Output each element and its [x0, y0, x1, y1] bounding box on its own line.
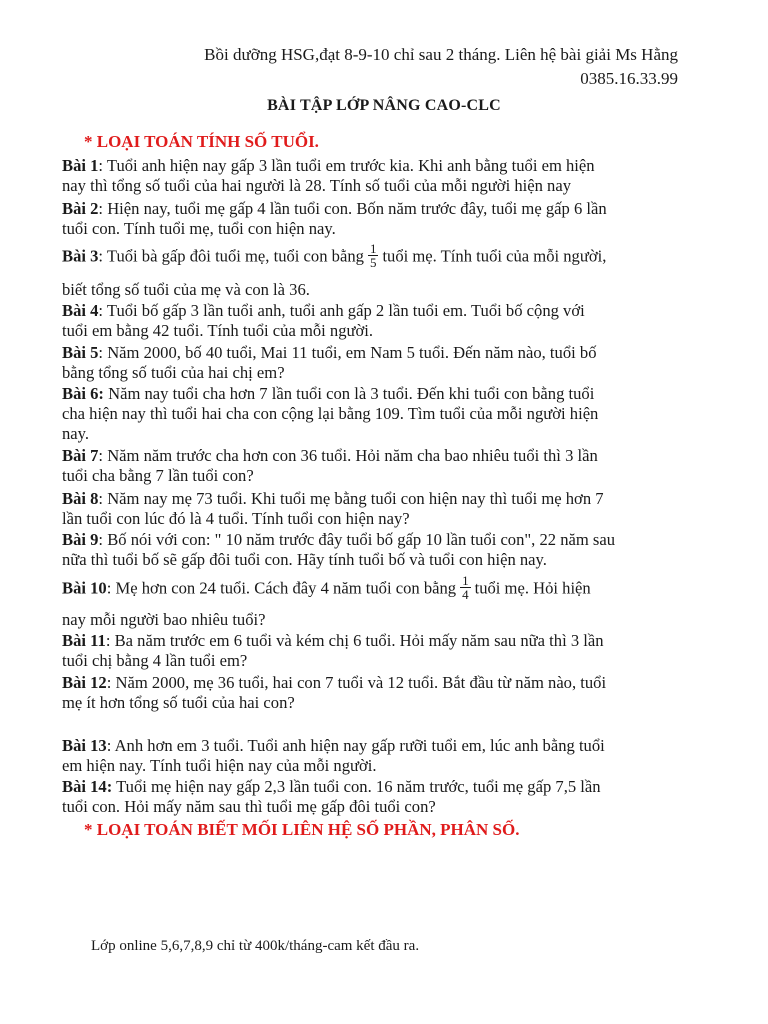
problem-text: Ba năm trước em 6 tuổi và kém chị 6 tuổi. Hỏi mấy năm sau nữa thì 3 lần — [114, 631, 604, 650]
section-heading-fraction: * LOẠI TOÁN BIẾT MỐI LIÊN HỆ SỐ PHẦN, PHÂN SỐ. — [84, 820, 520, 839]
problem-text: Năm nay tuổi cha hơn 7 lần tuổi con là 3 tuổi. Đến khi tuổi con bằng tuổi — [108, 384, 595, 403]
problem-label: Bài 12 — [62, 673, 107, 692]
problem-text: tuổi mẹ. Hỏi hiện — [474, 578, 591, 598]
problem-text: tuổi con. Hỏi mấy năm sau thì tuổi mẹ gấp đôi tuổi con? — [62, 797, 436, 816]
problem-7: Bài 7: Năm năm trước cha hơn con 36 tuổi. Hỏi năm cha bao nhiêu tuổi thì 3 lần tuổi cha bằng 7 lần tuổi con? — [62, 446, 680, 486]
problem-label: Bài 1 — [62, 156, 99, 175]
problem-text: Năm 2000, bố 40 tuổi, Mai 11 tuổi, em Nam 5 tuổi. Đến năm nào, tuổi bố — [107, 343, 597, 362]
problem-text: nữa thì tuổi bố sẽ gấp đôi tuổi con. Hãy tính tuổi bố và tuổi con hiện nay. — [62, 550, 547, 569]
problem-text: Bố nói với con: " 10 năm trước đây tuổi bố gấp 10 lần tuổi con", 22 năm sau — [107, 530, 616, 549]
problem-label: Bài 4 — [62, 301, 99, 320]
problem-text: tuổi cha bằng 7 lần tuổi con? — [62, 466, 254, 485]
problem-label: Bài 2 — [62, 199, 99, 218]
problem-9: Bài 9: Bố nói với con: " 10 năm trước đây tuổi bố gấp 10 lần tuổi con", 22 năm sau nữa thì tuổi bố sẽ gấp đôi tuổi con. Hãy tính tuổi bố và tuổi con hiện nay. — [62, 530, 680, 570]
problem-text: tuổi chị bằng 4 lần tuổi em? — [62, 651, 248, 670]
section-heading-age: * LOẠI TOÁN TÍNH SỐ TUỔI. — [84, 132, 319, 151]
problem-text: biết tổng số tuổi của mẹ và con là 36. — [62, 280, 310, 299]
problem-text: lần tuổi con lúc đó là 4 tuổi. Tính tuổi con hiện nay? — [62, 509, 410, 528]
problem-text: tuổi em bằng 42 tuổi. Tính tuổi của mỗi người. — [62, 321, 374, 340]
problem-6 — [62, 384, 680, 444]
problem-text: Năm năm trước cha hơn con 36 tuổi. Hỏi năm cha bao nhiêu tuổi thì 3 lần — [107, 446, 598, 465]
problem-2: Bài 2: Hiện nay, tuổi mẹ gấp 4 lần tuổi con. Bốn năm trước đây, tuổi mẹ gấp 6 lần tuổi con. Tính tuổi mẹ, tuổi con hiện nay. — [62, 199, 680, 239]
problem-text: Hiện nay, tuổi mẹ gấp 4 lần tuổi con. Bốn năm trước đây, tuổi mẹ gấp 6 lần — [107, 199, 607, 218]
problem-1: Bài 1: Tuổi anh hiện nay gấp 3 lần tuổi em trước kia. Khi anh bằng tuổi em hiện nay thì tổng số tuổi của hai người là 28. Tính số tuổi của mỗi người hiện nay — [62, 156, 680, 196]
problem-text: tuổi con. Tính tuổi mẹ, tuổi con hiện nay. — [62, 219, 336, 238]
problem-label: Bài 6: — [62, 384, 104, 403]
problem-text: nay thì tổng số tuổi của hai người là 28. Tính số tuổi của mỗi người hiện nay — [62, 176, 572, 195]
header-phone: 0385.16.33.99 — [580, 69, 678, 88]
problem-14 — [62, 777, 680, 817]
problem-text: Tuổi bố gấp 3 lần tuổi anh, tuổi anh gấp 2 lần tuổi em. Tuổi bố cộng với — [106, 301, 585, 320]
problem-text: Năm 2000, mẹ 36 tuổi, hai con 7 tuổi và 12 tuổi. Bắt đầu từ năm nào, tuổi — [115, 673, 607, 692]
problem-label: Bài 5 — [62, 343, 99, 362]
problem-text: mẹ ít hơn tổng số tuổi của hai con? — [62, 693, 295, 712]
problem-text: Anh hơn em 3 tuổi. Tuổi anh hiện nay gấp rưỡi tuổi em, lúc anh bằng tuổi — [114, 736, 605, 755]
problem-label: Bài 10 — [62, 578, 107, 598]
problem-text: nay. — [62, 424, 90, 443]
problem-4: Bài 4: Tuổi bố gấp 3 lần tuổi anh, tuổi anh gấp 2 lần tuổi em. Tuổi bố cộng với tuổi em bằng 42 tuổi. Tính tuổi của mỗi người. — [62, 301, 680, 341]
problem-8: Bài 8: Năm nay mẹ 73 tuổi. Khi tuổi mẹ bằng tuổi con hiện nay thì tuổi mẹ hơn 7 lần tuổi con lúc đó là 4 tuổi. Tính tuổi con hiện nay? — [62, 489, 680, 529]
problem-label: Bài 13 — [62, 736, 107, 755]
problem-5: Bài 5: Năm 2000, bố 40 tuổi, Mai 11 tuổi, em Nam 5 tuổi. Đến năm nào, tuổi bố bằng tổng số tuổi của hai chị em? — [62, 343, 680, 383]
header-contact-line: Bồi dưỡng HSG,đạt 8-9-10 chỉ sau 2 tháng. Liên hệ bài giải Ms Hằng — [204, 45, 678, 64]
problem-text: Năm nay mẹ 73 tuổi. Khi tuổi mẹ bằng tuổi con hiện nay thì tuổi mẹ hơn 7 — [107, 489, 604, 508]
problem-label: Bài 11 — [62, 631, 106, 650]
problem-10-continued — [62, 610, 680, 630]
problem-label: Bài 9 — [62, 530, 99, 549]
problem-12: Bài 12: Năm 2000, mẹ 36 tuổi, hai con 7 tuổi và 12 tuổi. Bắt đầu từ năm nào, tuổi mẹ ít hơn tổng số tuổi của hai con? — [62, 673, 680, 713]
problem-11: Bài 11: Ba năm trước em 6 tuổi và kém chị 6 tuổi. Hỏi mấy năm sau nữa thì 3 lần tuổi chị bằng 4 lần tuổi em? — [62, 631, 680, 671]
problem-label: Bài 8 — [62, 489, 99, 508]
problem-label: Bài 7 — [62, 446, 99, 465]
fraction: $\frac{1}{5}$ — [369, 241, 377, 270]
fraction: $\frac{1}{4}$ — [462, 573, 469, 602]
problem-text: em hiện nay. Tính tuổi hiện nay của mỗi người. — [62, 756, 377, 775]
problem-10: Bài 10: Mẹ hơn con 24 tuổi. Cách đây 4 năm tuổi con bằng $\frac{1}{4}$ tuổi mẹ. Hỏi hiện — [62, 573, 591, 602]
document-title: BÀI TẬP LỚP NÂNG CAO-CLC — [267, 97, 501, 114]
problem-text: tuổi mẹ. Tính tuổi của mỗi người, — [382, 246, 607, 266]
problem-label: Bài 14: — [62, 777, 113, 796]
problem-text: Tuổi anh hiện nay gấp 3 lần tuổi em trước kia. Khi anh bằng tuổi em hiện — [106, 156, 595, 175]
problem-text: Tuổi mẹ hiện nay gấp 2,3 lần tuổi con. 16 năm trước, tuổi mẹ gấp 7,5 lần — [116, 777, 601, 796]
problem-13: Bài 13: Anh hơn em 3 tuổi. Tuổi anh hiện nay gấp rưỡi tuổi em, lúc anh bằng tuổi em hiện nay. Tính tuổi hiện nay của mỗi người. — [62, 736, 680, 776]
problem-label: Bài 3 — [62, 246, 99, 266]
problem-text: Tuổi bà gấp đôi tuổi mẹ, tuổi con bằng — [106, 246, 364, 266]
problem-text: bằng tổng số tuổi của hai chị em? — [62, 363, 285, 382]
problem-text: cha hiện nay thì tuổi hai cha con cộng lại bằng 109. Tìm tuổi của mỗi người hiện — [62, 404, 599, 423]
problem-text: Mẹ hơn con 24 tuổi. Cách đây 4 năm tuổi con bằng — [115, 578, 457, 598]
footer-ad: Lớp online 5,6,7,8,9 chỉ từ 400k/tháng-cam kết đầu ra. — [91, 938, 420, 954]
problem-3-continued — [62, 280, 680, 300]
problem-3: Bài 3: Tuổi bà gấp đôi tuổi mẹ, tuổi con bằng $\frac{1}{5}$ tuổi mẹ. Tính tuổi của mỗi người, — [62, 241, 607, 270]
problem-text: nay mỗi người bao nhiêu tuổi? — [62, 610, 266, 629]
